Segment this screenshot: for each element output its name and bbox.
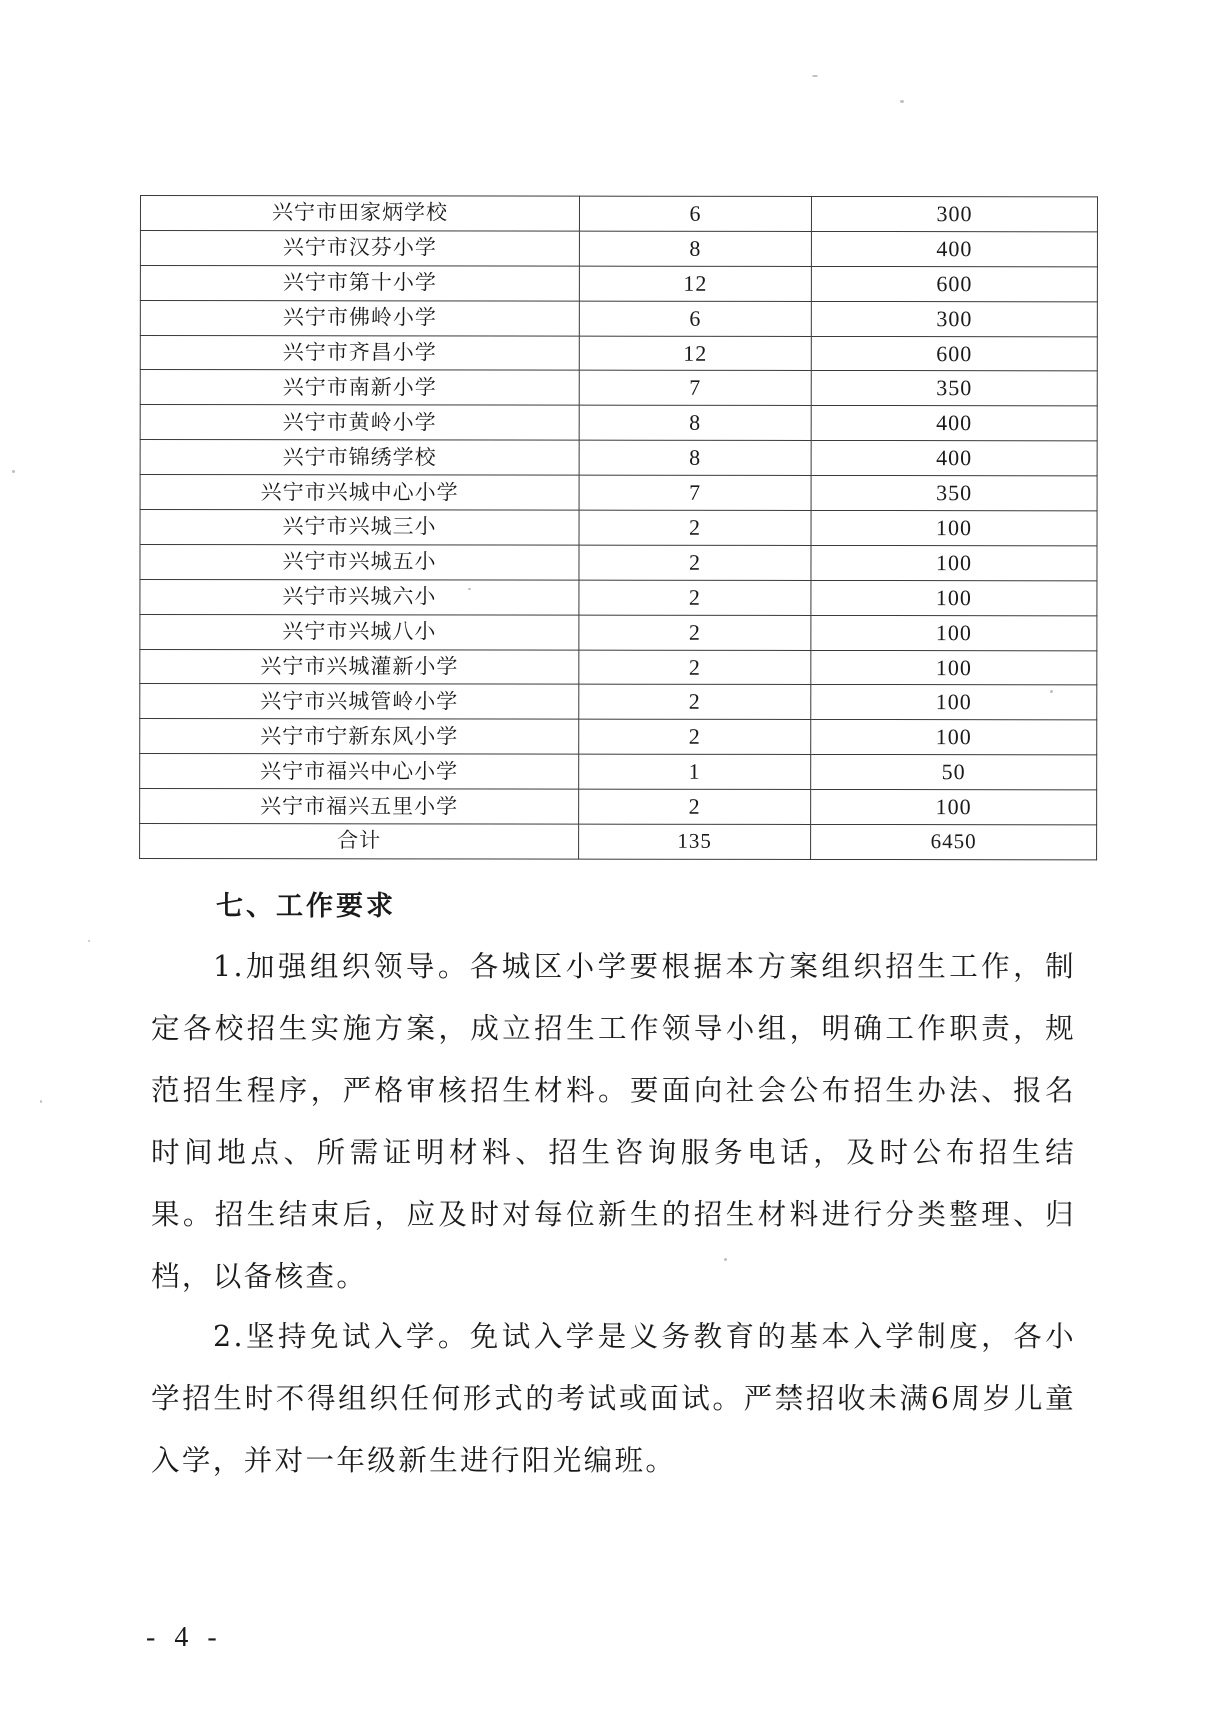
- enrollment-cell: 100: [811, 580, 1097, 615]
- enrollment-table: [139, 195, 1098, 860]
- school-name-cell: 兴宁市兴城五小: [140, 544, 579, 580]
- total-label-cell: 合计: [140, 824, 579, 860]
- table-row: [140, 300, 1097, 336]
- class-count-cell: 12: [579, 266, 811, 301]
- class-count-cell: 7: [579, 371, 811, 406]
- class-count-cell: 2: [579, 650, 811, 685]
- school-name-cell: 兴宁市锦绣学校: [140, 440, 579, 476]
- table-row: [140, 510, 1097, 546]
- paragraph-exam-free-admission: 2.坚持免试入学。免试入学是义务教育的基本入学制度，各小学招生时不得组织任何形式的考试或面试。严禁招收未满6周岁儿童入学，并对一年级新生进行阳光编班。: [151, 1320, 1076, 1477]
- enrollment-cell: 600: [811, 336, 1097, 371]
- table-row: [140, 196, 1097, 232]
- enrollment-cell: 100: [811, 510, 1097, 545]
- table-row: [140, 579, 1097, 615]
- enrollment-cell: 100: [811, 650, 1097, 685]
- school-name-cell: 兴宁市兴城中心小学: [140, 475, 579, 511]
- school-name-cell: 兴宁市第十小学: [140, 265, 579, 301]
- school-name-cell: 兴宁市佛岭小学: [140, 300, 579, 336]
- class-count-cell: 2: [579, 545, 811, 580]
- school-name-cell: 兴宁市福兴五里小学: [140, 789, 579, 825]
- total-classes-cell: 135: [579, 824, 811, 859]
- school-name-cell: 兴宁市兴城管岭小学: [140, 684, 579, 720]
- class-count-cell: 7: [579, 475, 811, 510]
- table-row: [140, 370, 1097, 406]
- school-name-cell: 兴宁市南新小学: [140, 370, 579, 406]
- class-count-cell: 6: [579, 301, 811, 336]
- class-count-cell: 1: [579, 754, 811, 789]
- enrollment-cell: 300: [811, 301, 1097, 336]
- school-name-cell: 兴宁市田家炳学校: [140, 196, 579, 232]
- table-row: [140, 405, 1097, 441]
- table-row: [140, 440, 1097, 476]
- class-count-cell: 2: [579, 580, 811, 615]
- school-name-cell: 兴宁市兴城八小: [140, 614, 579, 650]
- class-count-cell: 2: [579, 789, 811, 824]
- enrollment-cell: 400: [811, 406, 1097, 441]
- enrollment-cell: 100: [811, 790, 1097, 825]
- class-count-cell: 2: [579, 510, 811, 545]
- table-row: [140, 754, 1097, 790]
- table-row: [140, 265, 1097, 301]
- paragraph-organize-leadership: 1.加强组织领导。各城区小学要根据本方案组织招生工作，制定各校招生实施方案，成立招生工作领导小组，明确工作职责，规范招生程序，严格审核招生材料。要面向社会公布招生办法、报名时间地点、所需证明材料、招生咨询服务电话，及时公布招生结果。招生结束后，应及时对每位新生的招生材料进行分类整理、归档，以备核查。: [151, 950, 1076, 1293]
- table-row: [140, 614, 1097, 650]
- class-count-cell: 2: [579, 615, 811, 650]
- enrollment-cell: 100: [811, 615, 1097, 650]
- class-count-cell: 6: [579, 196, 811, 231]
- table-row: [140, 230, 1097, 266]
- table-total-row: [140, 824, 1097, 860]
- total-enrollment-cell: 6450: [811, 824, 1097, 859]
- school-name-cell: 兴宁市兴城灌新小学: [140, 649, 579, 685]
- section-heading: 七、工作要求: [216, 891, 396, 922]
- enrollment-cell: 600: [811, 266, 1097, 301]
- table-row: [140, 789, 1097, 825]
- class-count-cell: 2: [579, 685, 811, 720]
- enrollment-cell: 400: [811, 231, 1097, 266]
- enrollment-cell: 300: [811, 196, 1097, 231]
- table-body: [140, 196, 1098, 860]
- school-name-cell: 兴宁市黄岭小学: [140, 405, 579, 441]
- table-row: [140, 475, 1097, 511]
- enrollment-cell: 100: [811, 545, 1097, 580]
- enrollment-cell: 350: [811, 371, 1097, 406]
- enrollment-cell: 100: [811, 720, 1097, 755]
- class-count-cell: 8: [579, 231, 811, 266]
- class-count-cell: 12: [579, 336, 811, 371]
- page-number: - 4 -: [146, 1622, 223, 1653]
- school-name-cell: 兴宁市齐昌小学: [140, 335, 579, 371]
- school-name-cell: 兴宁市福兴中心小学: [140, 754, 579, 790]
- class-count-cell: 2: [579, 719, 811, 754]
- table-row: [140, 649, 1097, 685]
- table-row: [140, 335, 1097, 371]
- enrollment-cell: 50: [811, 755, 1097, 790]
- class-count-cell: 8: [579, 440, 811, 475]
- table-row: [140, 544, 1097, 580]
- table-row: [140, 684, 1097, 720]
- school-name-cell: 兴宁市兴城六小: [140, 579, 579, 615]
- school-name-cell: 兴宁市兴城三小: [140, 510, 579, 546]
- enrollment-cell: 100: [811, 685, 1097, 720]
- school-name-cell: 兴宁市宁新东风小学: [140, 719, 579, 755]
- table-row: [140, 719, 1097, 755]
- class-count-cell: 8: [579, 405, 811, 440]
- enrollment-cell: 400: [811, 441, 1097, 476]
- enrollment-cell: 350: [811, 476, 1097, 511]
- school-name-cell: 兴宁市汉芬小学: [140, 230, 579, 266]
